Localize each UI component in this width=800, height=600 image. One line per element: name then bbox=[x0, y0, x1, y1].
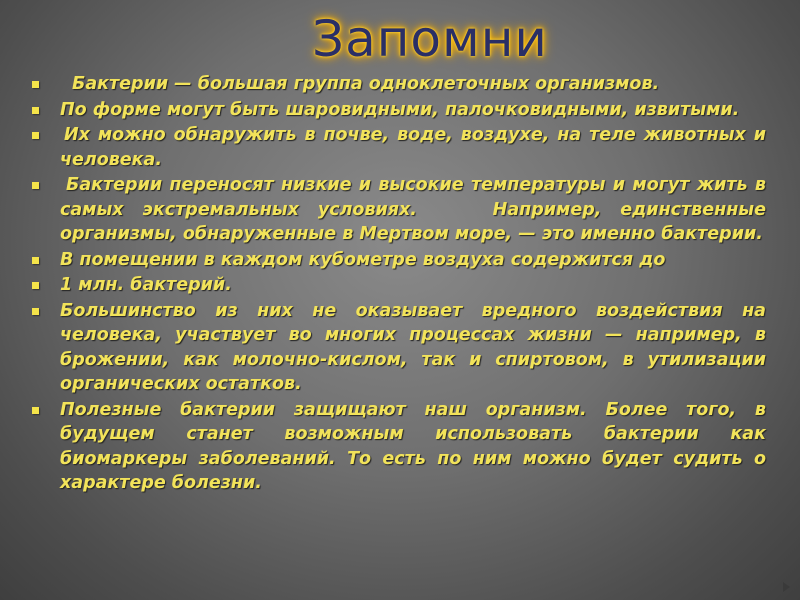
list-item bbox=[30, 72, 766, 97]
bullet-text: 1 млн. бактерий. bbox=[60, 275, 232, 295]
square-bullet-icon bbox=[32, 107, 39, 114]
bullet-text: По форме могут быть шаровидными, палочковидными, извитыми. bbox=[60, 99, 740, 120]
list-item bbox=[30, 273, 766, 298]
list-item bbox=[30, 123, 766, 172]
slide-corner-arrow-icon bbox=[783, 582, 790, 592]
bullet-list bbox=[30, 72, 773, 496]
square-bullet-icon bbox=[32, 407, 39, 414]
square-bullet-icon bbox=[32, 132, 39, 139]
list-item bbox=[30, 299, 766, 397]
square-bullet-icon bbox=[32, 81, 39, 88]
list-item bbox=[30, 98, 766, 123]
square-bullet-icon bbox=[32, 257, 39, 264]
bullet-text: Бактерии — большая группа одноклеточных организмов. bbox=[72, 74, 660, 94]
slide-title: Запомни bbox=[312, 10, 548, 68]
list-item bbox=[30, 248, 766, 273]
square-bullet-icon bbox=[32, 282, 39, 289]
list-item bbox=[30, 398, 766, 496]
bullet-text: Большинство из них не оказывает вредного воздействия на человека, участвует во многих процессах жизни — например, в брожении, как молочно-кислом, так и спиртовом, в утилизации органических остатков. bbox=[60, 300, 766, 394]
square-bullet-icon bbox=[32, 182, 39, 189]
bullet-text: Полезные бактерии защищают наш организм. Более того, в будущем станет возможным использовать бактерии как биомаркеры заболеваний. То есть по ним можно будет судить о характере болезни. bbox=[60, 399, 766, 493]
bullet-text: В помещении в каждом кубометре воздуха содержится до bbox=[60, 249, 666, 270]
bullet-text: Бактерии переносят низкие и высокие температуры и могут жить в самых экстремальных условиях. Например, единственные организмы, обнаруженные в Мертвом море, — это именно бактерии. bbox=[60, 175, 773, 244]
list-item bbox=[30, 173, 773, 247]
bullet-text: Их можно обнаружить в почве, воде, воздухе, на теле животных и человека. bbox=[60, 125, 766, 170]
square-bullet-icon bbox=[32, 308, 39, 315]
